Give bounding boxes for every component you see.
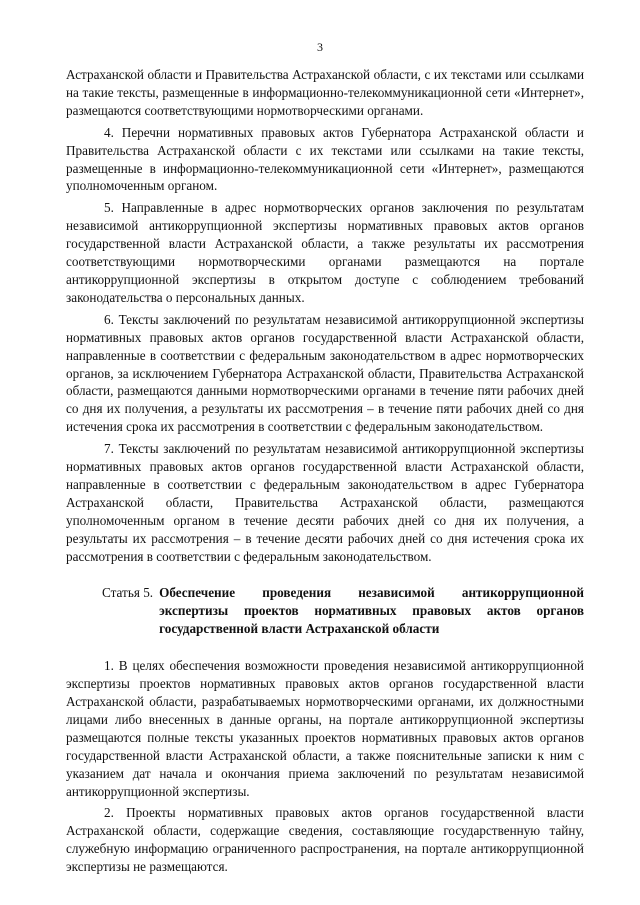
article-heading <box>66 584 584 638</box>
paragraph-item-4: 4. Перечни нормативных правовых актов Губернатора Астраханской области и Правительства Астраханской области с их текстами или ссылками на такие тексты, размещенные в информационно-телекоммуникационной сети «Интернет», размещаются уполномоченным органом. <box>66 124 584 194</box>
document-body <box>66 66 584 880</box>
paragraph-continuation: Астраханской области и Правительства Астраханской области, с их текстами или ссылками на такие тексты, размещенные в информационно-телекоммуникационной сети «Интернет», размещаются соответствующими нормотворческими органами. <box>66 67 584 118</box>
paragraph-article5-item-2: 2. Проекты нормативных правовых актов органов государственной власти Астраханской области, содержащие сведения, составляющие государственную тайну, служебную информацию ограниченного распространения, на портале антикоррупционной экспертизы не размещаются. <box>66 805 584 875</box>
paragraph-item-7: 7. Тексты заключений по результатам независимой антикоррупционной экспертизы нормативных правовых актов органов государственной власти Астраханской области, направленные в соответствии с федеральным законодательством в адрес Губернатора Астраханской области, Правительства Астраханской области, размещаются уполномоченным органом в течение десяти рабочих дней со дня их получения, а результаты их рассмотрения – в течение десяти рабочих дней со дня истечения срока их рассмотрения в соответствии с федеральным законодательством. <box>66 441 584 564</box>
paragraph-item-5: 5. Направленные в адрес нормотворческих органов заключения по результатам независимой антикоррупционной экспертизы нормативных правовых актов органов государственной власти Астраханской области, а также результаты их рассмотрения соответствующими нормотворческими органами размещаются на портале антикоррупционной экспертизы в открытом доступе с соблюдением требований законодательства о персональных данных. <box>66 200 584 305</box>
paragraph-article5-item-1: 1. В целях обеспечения возможности проведения независимой антикоррупционной экспертизы проектов нормативных правовых актов органов государственной власти Астраханской области, разрабатываемых нормотворческими органами, их должностными лицами либо внесенных в данные органы, на портале антикоррупционной экспертизы размещаются полные тексты указанных проектов нормативных правовых актов органов государственной власти Астраханской области, а также пояснительные записки к ним с указанием дат начала и окончания приема заключений по результатам независимой антикоррупционной экспертизы. <box>66 658 584 799</box>
article-label: Статья 5. <box>102 585 154 601</box>
paragraph-item-6: 6. Тексты заключений по результатам независимой антикоррупционной экспертизы нормативных правовых актов органов государственной власти Астраханской области, направленные в соответствии с федеральным законодательством в адрес нормотворческих органов, за исключением Губернатора Астраханской области, Правительства Астраханской области, размещаются данными нормотворческими органами в течение пяти рабочих дней со дня их получения, а результаты их рассмотрения – в течение пяти рабочих дней со дня истечения срока их рассмотрения в соответствии с федеральным законодательством. <box>66 311 584 435</box>
article-title: Обеспечение проведения независимой антикоррупционной экспертизы проектов нормативных правовых актов органов государственной власти Астраханской области <box>159 585 584 637</box>
page-number: 3 <box>317 40 323 54</box>
